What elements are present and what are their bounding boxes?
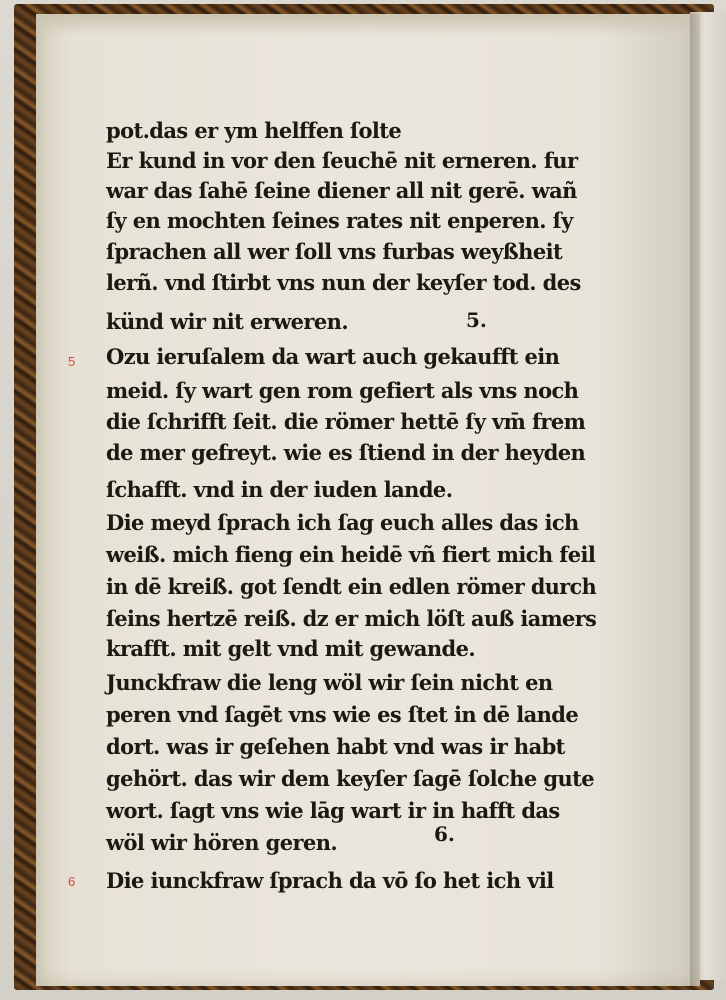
page-top-stain bbox=[36, 14, 700, 36]
text-line: weiß. mich fieng ein heidē vñ fiert mich feil bbox=[106, 542, 596, 567]
text-line: wöl wir hören geren. bbox=[106, 830, 338, 855]
text-line: künd wir nit erweren. bbox=[106, 309, 349, 334]
text-line: dort. was ir geſehen habt vnd was ir habt bbox=[106, 734, 565, 759]
text-line: in dē kreiß. got ſendt ein edlen römer durch bbox=[106, 574, 597, 599]
text-line: de mer gefreyt. wie es ſtiend in der heyden bbox=[106, 440, 586, 465]
text-line: ſy en mochten ſeines rates nit enperen. ſy bbox=[106, 208, 573, 233]
margin-number: 5 bbox=[68, 354, 76, 369]
text-line: ſchafft. vnd in der iuden lande. bbox=[106, 477, 453, 502]
text-line: meid. ſy wart gen rom gefiert als vns noch bbox=[106, 378, 579, 403]
stanza-number: 6. bbox=[434, 822, 455, 846]
text-line: Er kund in vor den ſeuchē nit erneren. fur bbox=[106, 148, 578, 173]
text-line: ſprachen all wer ſoll vns furbas weyßheit bbox=[106, 239, 563, 264]
stanza-number: 5. bbox=[466, 308, 487, 332]
text-line: gehört. das wir dem keyſer ſagē ſolche gute bbox=[106, 766, 594, 791]
text-line: ſeins hertzē reiß. dz er mich löſt auß iamers bbox=[106, 606, 597, 631]
text-line: lerñ. vnd ſtirbt vns nun der keyſer tod. des bbox=[106, 270, 581, 295]
text-line: die ſchrifft ſeit. die römer hettē ſy vm̄ frem bbox=[106, 409, 586, 434]
text-line: pot.das er ym helffen ſolte bbox=[106, 118, 402, 143]
text-line: Die iunckfraw ſprach da vō ſo het ich vil bbox=[106, 868, 554, 893]
margin-number: 6 bbox=[68, 874, 76, 889]
text-line: krafft. mit gelt vnd mit gewande. bbox=[106, 636, 476, 661]
text-line: wort. ſagt vns wie lāg wart ir in hafft das bbox=[106, 798, 560, 823]
text-line: peren vnd ſagēt vns wie es ſtet in dē lande bbox=[106, 702, 579, 727]
text-line: war das ſahē ſeine diener all nit gerē. wañ bbox=[106, 178, 577, 203]
text-line: Junckfraw die leng wöl wir ſein nicht en bbox=[106, 670, 553, 695]
page-gutter-shadow bbox=[690, 14, 700, 986]
text-line: Ozu ieruſalem da wart auch gekaufft ein bbox=[106, 344, 560, 369]
text-line: Die meyd ſprach ich ſag euch alles das ich bbox=[106, 510, 579, 535]
